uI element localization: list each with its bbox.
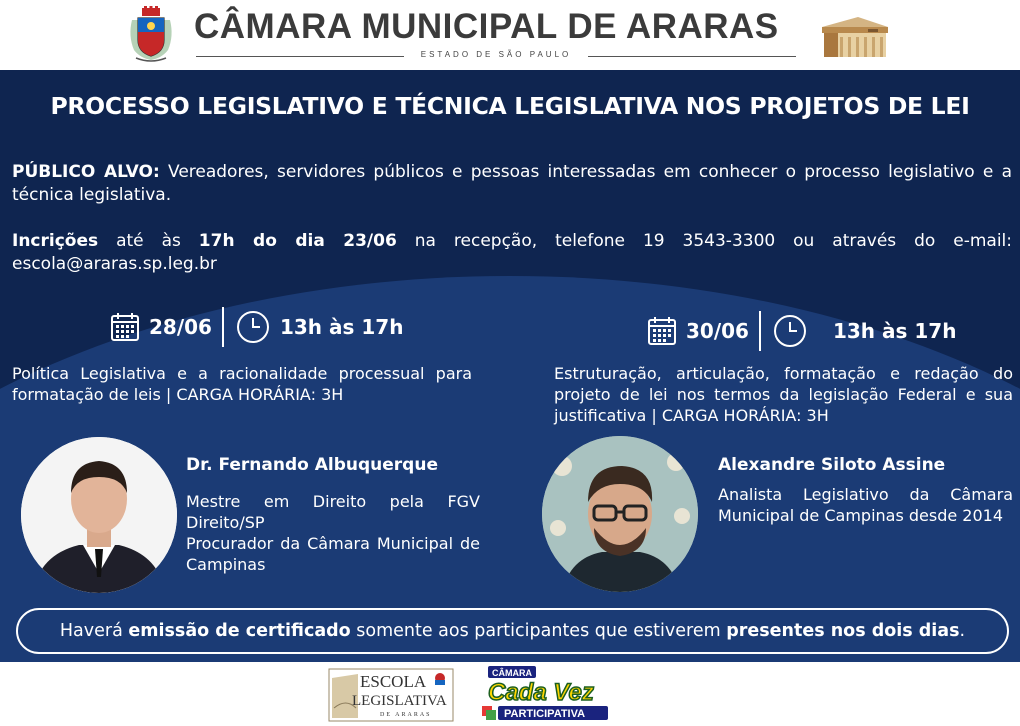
registration-label: Incrições (12, 231, 99, 251)
session-2-date: 30/06 (686, 319, 749, 343)
speaker-2-photo (542, 436, 698, 592)
session-1-datetime (110, 304, 403, 350)
escola-line2: LEGISLATIVA (352, 693, 447, 709)
target-audience (12, 161, 1012, 207)
cada-main-label: Cada Vez (488, 679, 594, 706)
speaker-1-name: Dr. Fernando Albuquerque (186, 455, 438, 475)
session-2-datetime (647, 308, 956, 354)
camara-cada-vez-participativa-logo (482, 664, 612, 724)
event-panel (0, 70, 1020, 662)
session-2-divider (759, 311, 761, 351)
escola-legislativa-logo (328, 668, 454, 722)
speaker-1-portrait (21, 437, 177, 593)
escola-line3: DE ARARAS (380, 712, 432, 718)
building-icon (818, 13, 892, 59)
header (0, 0, 1020, 70)
event-headline: PROCESSO LEGISLATIVO E TÉCNICA LEGISLATIVA NOS PROJETOS DE LEI (50, 92, 970, 120)
session-1-description: Política Legislativa e a racionalidade processual para formatação de leis | CARGA HORÁRIA: 3H (12, 364, 472, 404)
institution-subtitle-row (196, 50, 796, 64)
speaker-1-bio (186, 491, 480, 575)
registration-contact: na recepção, telefone 19 3543-3300 ou através do e-mail: escola@araras.sp.leg.br (12, 231, 1012, 274)
cada-bottom-label: PARTICIPATIVA (504, 708, 586, 720)
registration-text: até às (98, 231, 199, 251)
session-2-description: Estruturação, articulação, formatação e redação do projeto de lei nos termos da legislação Federal e sua justificativa | CARGA HORÁRIA: 3H (554, 364, 1013, 425)
session-1-date: 28/06 (149, 315, 212, 339)
institution-subtitle: ESTADO DE SÃO PAULO (420, 50, 572, 59)
target-audience-text: Vereadores, servidores públicos e pessoas interessadas em conhecer o processo legislativo e a técnica legislativa. (12, 162, 1012, 205)
registration-deadline: 17h do dia 23/06 (198, 231, 397, 251)
registration-info (12, 230, 1012, 276)
coat-of-arms-icon (124, 6, 178, 64)
clock-icon (236, 310, 270, 344)
session-1-time: 13h às 17h (279, 315, 404, 339)
speaker-2-portrait (542, 436, 698, 592)
certificate-emphasis: emissão de certificado (128, 621, 351, 641)
certificate-text: somente aos participantes que estiverem (350, 621, 727, 641)
clock-icon (773, 314, 807, 348)
escola-line1: ESCOLA (360, 672, 427, 691)
certificate-text: . (959, 621, 966, 641)
cada-top-label: CÂMARA (492, 668, 532, 678)
certificate-text: Haverá (59, 621, 129, 641)
target-audience-label: PÚBLICO ALVO: (12, 162, 160, 182)
speaker-1-role: Procurador da Câmara Municipal de Campinas (186, 534, 480, 574)
calendar-icon (110, 312, 140, 342)
calendar-icon (647, 316, 677, 346)
speaker-2-bio: Analista Legislativo da Câmara Municipal de Campinas desde 2014 (718, 485, 1013, 525)
speaker-1-degree: Mestre em Direito pela FGV Direito/SP (186, 492, 480, 532)
speaker-1-photo (21, 437, 177, 593)
session-1-divider (222, 307, 224, 347)
speaker-2-name: Alexandre Siloto Assine (718, 455, 946, 475)
certificate-emphasis: presentes nos dois dias (726, 621, 960, 641)
institution-title: CÂMARA MUNICIPAL DE ARARAS (194, 7, 779, 46)
certificate-banner (16, 608, 1009, 654)
session-2-time: 13h às 17h (832, 319, 957, 343)
